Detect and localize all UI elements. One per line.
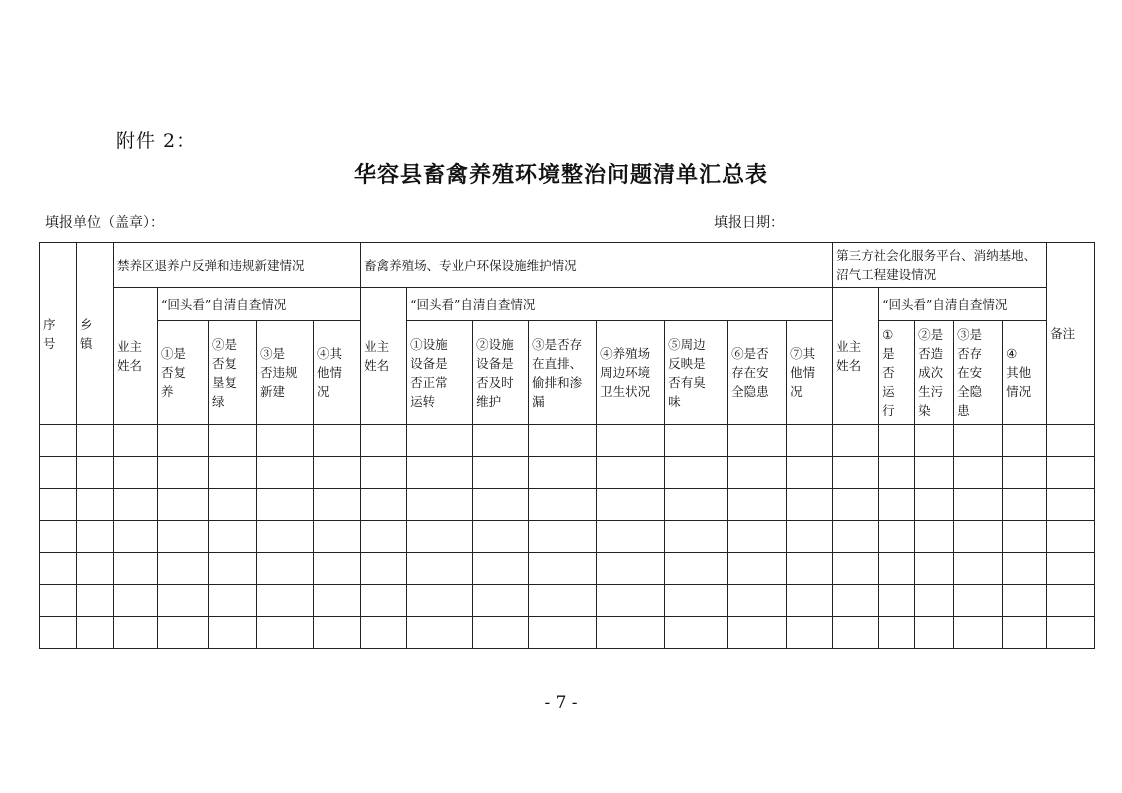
- table-cell[interactable]: [361, 553, 407, 585]
- table-cell[interactable]: [787, 521, 833, 553]
- table-cell[interactable]: [77, 585, 114, 617]
- table-cell[interactable]: [1047, 425, 1095, 457]
- table-cell[interactable]: [833, 521, 879, 553]
- group2-owner-header: 业主 姓名: [361, 288, 407, 425]
- table-cell[interactable]: [407, 617, 473, 649]
- table-cell[interactable]: [954, 553, 1003, 585]
- summary-table: [39, 242, 1095, 649]
- table-cell[interactable]: [954, 585, 1003, 617]
- group1-item-header: ④其 他情 况: [314, 321, 361, 425]
- table-cell[interactable]: [473, 617, 529, 649]
- table-cell[interactable]: [1003, 617, 1047, 649]
- table-cell[interactable]: [915, 553, 954, 585]
- table-cell[interactable]: [314, 553, 361, 585]
- table-cell[interactable]: [314, 585, 361, 617]
- table-cell[interactable]: [114, 425, 158, 457]
- group3-item-header: ④ 其他 情况: [1003, 321, 1047, 425]
- table-cell[interactable]: [158, 585, 209, 617]
- table-cell[interactable]: [407, 489, 473, 521]
- table-cell[interactable]: [597, 553, 665, 585]
- group2-item-header: ⑤周边 反映是 否有臭 味: [665, 321, 728, 425]
- table-row: [40, 425, 1095, 457]
- table-cell[interactable]: [728, 457, 787, 489]
- fill-date-label: 填报日期：: [714, 215, 784, 231]
- table-cell[interactable]: [787, 425, 833, 457]
- table-cell[interactable]: [40, 553, 77, 585]
- table-cell[interactable]: [529, 457, 597, 489]
- table-cell[interactable]: [114, 617, 158, 649]
- table-cell[interactable]: [728, 585, 787, 617]
- table-cell[interactable]: [529, 585, 597, 617]
- table-cell[interactable]: [314, 425, 361, 457]
- group3-subheader: “回头看”自清自查情况: [879, 288, 1047, 321]
- group2-item-header: ⑦其 他情 况: [787, 321, 833, 425]
- table-cell[interactable]: [529, 521, 597, 553]
- header-index: 序 号: [40, 243, 77, 425]
- table-cell[interactable]: [40, 425, 77, 457]
- table-cell[interactable]: [77, 521, 114, 553]
- table-cell[interactable]: [665, 585, 728, 617]
- table-cell[interactable]: [473, 585, 529, 617]
- table-cell[interactable]: [833, 489, 879, 521]
- table-cell[interactable]: [158, 489, 209, 521]
- group2-item-header: ④养殖场 周边环境 卫生状况: [597, 321, 665, 425]
- table-cell[interactable]: [257, 489, 314, 521]
- table-cell[interactable]: [597, 521, 665, 553]
- table-cell[interactable]: [209, 585, 257, 617]
- table-cell[interactable]: [361, 457, 407, 489]
- table-cell[interactable]: [40, 489, 77, 521]
- page-number: - 7 -: [544, 693, 578, 713]
- group3-item-header: ②是 否造 成次 生污 染: [915, 321, 954, 425]
- table-cell[interactable]: [407, 425, 473, 457]
- table-cell[interactable]: [597, 425, 665, 457]
- table-cell[interactable]: [1047, 617, 1095, 649]
- table-cell[interactable]: [209, 489, 257, 521]
- table-cell[interactable]: [915, 617, 954, 649]
- table-cell[interactable]: [158, 521, 209, 553]
- table-cell[interactable]: [1047, 553, 1095, 585]
- table-cell[interactable]: [77, 457, 114, 489]
- table-cell[interactable]: [77, 617, 114, 649]
- table-cell[interactable]: [407, 553, 473, 585]
- table-cell[interactable]: [257, 425, 314, 457]
- table-cell[interactable]: [1003, 553, 1047, 585]
- group1-item-header: ③是 否违规 新建: [257, 321, 314, 425]
- table-cell[interactable]: [1047, 457, 1095, 489]
- table-row: [40, 617, 1095, 649]
- group2-item-header: ⑥是否 存在安 全隐患: [728, 321, 787, 425]
- table-cell[interactable]: [915, 489, 954, 521]
- table-cell[interactable]: [257, 457, 314, 489]
- table-cell[interactable]: [361, 425, 407, 457]
- group2-item-header: ①设施 设备是 否正常 运转: [407, 321, 473, 425]
- table-row: [40, 521, 1095, 553]
- table-cell[interactable]: [361, 521, 407, 553]
- attachment-label: 附件 2：: [116, 130, 197, 152]
- table-cell[interactable]: [915, 521, 954, 553]
- table-cell[interactable]: [833, 425, 879, 457]
- table-cell[interactable]: [314, 521, 361, 553]
- group3-title: 第三方社会化服务平台、消纳基地、 沼气工程建设情况: [833, 243, 1047, 288]
- table-cell[interactable]: [114, 521, 158, 553]
- table-cell[interactable]: [728, 521, 787, 553]
- table-cell[interactable]: [361, 489, 407, 521]
- table-cell[interactable]: [209, 521, 257, 553]
- table-cell[interactable]: [597, 457, 665, 489]
- table-cell[interactable]: [361, 585, 407, 617]
- table-cell[interactable]: [915, 425, 954, 457]
- table-cell[interactable]: [529, 617, 597, 649]
- group1-item-header: ②是 否复 垦复 绿: [209, 321, 257, 425]
- table-cell[interactable]: [473, 489, 529, 521]
- group1-item-header: ①是 否复 养: [158, 321, 209, 425]
- table-cell[interactable]: [787, 489, 833, 521]
- group3-item-header: ③是 否存 在安 全隐 患: [954, 321, 1003, 425]
- table-cell[interactable]: [665, 617, 728, 649]
- table-cell[interactable]: [257, 585, 314, 617]
- table-cell[interactable]: [1003, 585, 1047, 617]
- table-cell[interactable]: [77, 425, 114, 457]
- table-cell[interactable]: [473, 553, 529, 585]
- table-cell[interactable]: [40, 457, 77, 489]
- table-cell[interactable]: [787, 553, 833, 585]
- table-cell[interactable]: [529, 553, 597, 585]
- table-cell[interactable]: [257, 553, 314, 585]
- table-cell[interactable]: [209, 425, 257, 457]
- table-cell[interactable]: [1003, 457, 1047, 489]
- table-row: [40, 457, 1095, 489]
- group2-item-header: ③是否存 在直排、 偷排和渗 漏: [529, 321, 597, 425]
- table-cell[interactable]: [954, 521, 1003, 553]
- table-row: [40, 585, 1095, 617]
- table-cell[interactable]: [40, 585, 77, 617]
- table-cell[interactable]: [407, 521, 473, 553]
- table-cell[interactable]: [77, 489, 114, 521]
- group3-owner-header: 业主 姓名: [833, 288, 879, 425]
- table-cell[interactable]: [915, 457, 954, 489]
- table-cell[interactable]: [915, 585, 954, 617]
- table-cell[interactable]: [114, 585, 158, 617]
- table-cell[interactable]: [529, 489, 597, 521]
- table-cell[interactable]: [665, 425, 728, 457]
- table-cell[interactable]: [473, 457, 529, 489]
- table-cell[interactable]: [833, 457, 879, 489]
- table-cell[interactable]: [787, 617, 833, 649]
- table-cell[interactable]: [833, 553, 879, 585]
- table-cell[interactable]: [665, 489, 728, 521]
- table-cell[interactable]: [114, 489, 158, 521]
- table-cell[interactable]: [473, 521, 529, 553]
- table-cell[interactable]: [879, 585, 915, 617]
- group3-item-header: ① 是 否 运 行: [879, 321, 915, 425]
- table-cell[interactable]: [879, 521, 915, 553]
- table-cell[interactable]: [954, 457, 1003, 489]
- table-cell[interactable]: [1003, 521, 1047, 553]
- table-cell[interactable]: [728, 553, 787, 585]
- group2-item-header: ②设施 设备是 否及时 维护: [473, 321, 529, 425]
- group1-subheader: “回头看”自清自查情况: [158, 288, 361, 321]
- header-remarks: 备注: [1047, 243, 1095, 425]
- table-cell[interactable]: [597, 585, 665, 617]
- table-cell[interactable]: [879, 425, 915, 457]
- table-cell[interactable]: [879, 617, 915, 649]
- table-cell[interactable]: [954, 489, 1003, 521]
- fill-unit-label: 填报单位（盖章）：: [45, 215, 164, 231]
- table-cell[interactable]: [209, 617, 257, 649]
- table-row: [40, 489, 1095, 521]
- table-cell[interactable]: [833, 585, 879, 617]
- group1-owner-header: 业主 姓名: [114, 288, 158, 425]
- table-cell[interactable]: [158, 553, 209, 585]
- table-cell[interactable]: [40, 617, 77, 649]
- table-cell[interactable]: [879, 553, 915, 585]
- table-cell[interactable]: [77, 553, 114, 585]
- group2-subheader: “回头看”自清自查情况: [407, 288, 833, 321]
- table-cell[interactable]: [1047, 489, 1095, 521]
- table-cell[interactable]: [314, 489, 361, 521]
- table-cell[interactable]: [257, 617, 314, 649]
- table-cell[interactable]: [879, 457, 915, 489]
- table-cell[interactable]: [257, 521, 314, 553]
- table-cell[interactable]: [209, 553, 257, 585]
- table-cell[interactable]: [879, 489, 915, 521]
- table-cell[interactable]: [361, 617, 407, 649]
- table-cell[interactable]: [1003, 489, 1047, 521]
- table-cell[interactable]: [728, 425, 787, 457]
- table-cell[interactable]: [158, 617, 209, 649]
- table-cell[interactable]: [597, 617, 665, 649]
- table-cell[interactable]: [665, 457, 728, 489]
- table-cell[interactable]: [114, 457, 158, 489]
- table-cell[interactable]: [787, 585, 833, 617]
- table-cell[interactable]: [407, 457, 473, 489]
- group2-title: 畜禽养殖场、专业户环保设施维护情况: [361, 243, 833, 288]
- table-cell[interactable]: [114, 553, 158, 585]
- table-cell[interactable]: [473, 425, 529, 457]
- page-title: 华容县畜禽养殖环境整治问题清单汇总表: [353, 163, 768, 188]
- table-cell[interactable]: [1003, 425, 1047, 457]
- table-cell[interactable]: [40, 521, 77, 553]
- table-cell[interactable]: [665, 553, 728, 585]
- table-cell[interactable]: [665, 521, 728, 553]
- header-township: 乡 镇: [77, 243, 114, 425]
- group1-title: 禁养区退养户反弹和违规新建情况: [114, 243, 361, 288]
- table-cell[interactable]: [314, 457, 361, 489]
- table-cell[interactable]: [728, 617, 787, 649]
- table-cell[interactable]: [529, 425, 597, 457]
- table-cell[interactable]: [954, 617, 1003, 649]
- table-cell[interactable]: [1047, 521, 1095, 553]
- table-cell[interactable]: [1047, 585, 1095, 617]
- table-row: [40, 553, 1095, 585]
- table-cell[interactable]: [833, 617, 879, 649]
- table-cell[interactable]: [407, 585, 473, 617]
- table-cell[interactable]: [597, 489, 665, 521]
- table-cell[interactable]: [728, 489, 787, 521]
- table-cell[interactable]: [209, 457, 257, 489]
- table-cell[interactable]: [314, 617, 361, 649]
- table-cell[interactable]: [158, 425, 209, 457]
- table-cell[interactable]: [158, 457, 209, 489]
- table-cell[interactable]: [787, 457, 833, 489]
- table-cell[interactable]: [954, 425, 1003, 457]
